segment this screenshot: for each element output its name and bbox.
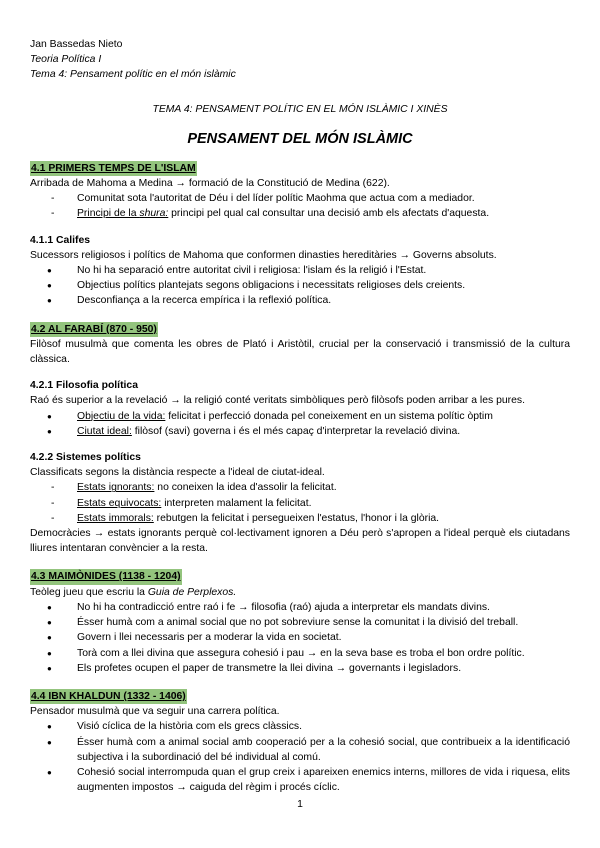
document-title: PENSAMENT DEL MÓN ISLÀMIC xyxy=(187,130,413,147)
document-subtitle: TEMA 4: PENSAMENT POLÍTIC EN EL MÓN ISLÀMIC I XINÈS xyxy=(152,103,448,115)
list-item: ● Objectius polítics plantejats segons obligacions i necessitats religioses dels creients. xyxy=(30,278,570,293)
dash-list xyxy=(30,191,570,221)
term-label: Principi de la shura: xyxy=(77,208,169,220)
section-4-4 xyxy=(30,689,570,795)
topic-name: Tema 4: Pensament polític en el món islàmic xyxy=(30,69,236,81)
list-item: ● Torà com a llei divina que assegura cohesió i pau → en la seva base es troba el bon ordre polític. xyxy=(30,646,570,661)
subsection-intro: Sucessors religiosos i polítics de Mahoma que conformen dinasties hereditàries → Governs absoluts. xyxy=(30,249,497,261)
section-4-1 xyxy=(30,161,570,222)
list-item: - Estats equivocats: interpreten malament la felicitat. xyxy=(30,496,570,511)
section-intro: Teòleg jueu que escriu la Guia de Perplexos. xyxy=(30,586,237,598)
section-heading: 4.4 IBN KHALDUN (1332 - 1406) xyxy=(30,689,187,704)
bullet-list xyxy=(30,409,570,439)
bullet-list xyxy=(30,600,570,676)
list-item: ● Visió cíclica de la història com els grecs clàssics. xyxy=(30,719,570,734)
section-heading: 4.2 AL FARABÍ (870 - 950) xyxy=(30,322,158,337)
subsection-outro: Democràcies → estats ignorants perquè col·lectivament ignoren a Déu però s'apropen a l'ideal perquè els ciutadans lliures intentaran convèncier a la resta. xyxy=(30,528,570,555)
bullet-list xyxy=(30,263,570,309)
section-intro: Pensador musulmà que va seguir una carrera política. xyxy=(30,706,280,718)
list-item: ● Ciutat ideal: filòsof (savi) governa i és el més capaç d'interpretar la revelació divina. xyxy=(30,424,570,439)
list-item: - Estats ignorants: no coneixen la idea d'assolir la felicitat. xyxy=(30,480,570,495)
subsection-intro: Classificats segons la distància respecte a l'ideal de ciutat-ideal. xyxy=(30,467,325,479)
subsection-heading-4-2-2: 4.2.2 Sistemes polítics xyxy=(30,452,141,464)
section-heading: 4.1 PRIMERS TEMPS DE L'ISLAM xyxy=(30,161,197,176)
section-4-2 xyxy=(30,322,570,368)
section-intro: Filòsof musulmà que comenta les obres de Plató i Aristòtil, crucial per la conservació i transmissió de la cultura clàssica. xyxy=(30,338,570,366)
author-name: Jan Bassedas Nieto xyxy=(30,39,123,50)
list-item: ● Cohesió social interrompuda quan el grup creix i apareixen enemics interns, millores de vida i riquesa, elits augmenten impostos → caiguda del règim i procés cíclic. xyxy=(30,765,570,795)
page-number: 1 xyxy=(297,799,303,810)
list-item: ● Govern i llei necessaris per a moderar la vida en societat. xyxy=(30,630,570,645)
list-item: ● Els profetes ocupen el paper de transmetre la llei divina → governants i legisladors. xyxy=(30,661,570,676)
list-item: ● Ésser humà com a animal social amb cooperació per a la cohesió social, que contribueix a la identificació subjectiva i la subordinació del bé individual al comú. xyxy=(30,735,570,765)
list-item: ● Objectiu de la vida: felicitat i perfecció donada pel coneixement en un sistema polític òptim xyxy=(30,409,570,424)
dash-list xyxy=(30,480,570,526)
list-item: ● No hi ha contradicció entre raó i fe → filosofia (raó) ajuda a interpretar els mandats divins. xyxy=(30,600,570,615)
course-name: Teoria Política I xyxy=(30,54,102,66)
list-item: ● Desconfiança a la recerca empírica i la reflexió política. xyxy=(30,293,570,308)
subsection-heading-4-2-1: 4.2.1 Filosofia política xyxy=(30,380,138,392)
section-intro: Arribada de Mahoma a Medina → formació de la Constitució de Medina (622). xyxy=(30,178,390,190)
subsection-intro: Raó és superior a la revelació → la religió conté veritats simbòliques però filòsofs poden arribar a les pures. xyxy=(30,395,525,407)
list-item: - Principi de la shura: principi pel qual cal consultar una decisió amb els afectats d'aquesta. xyxy=(30,206,570,221)
list-item: - Estats immorals: rebutgen la felicitat i persegueixen l'estatus, l'honor i la glòria. xyxy=(30,511,570,526)
bullet-list xyxy=(30,719,570,795)
list-item: ● No hi ha separació entre autoritat civil i religiosa: l'islam és la religió i l'Estat. xyxy=(30,263,570,278)
section-4-3 xyxy=(30,569,570,675)
list-item: ● Ésser humà com a animal social que no pot sobreviure sense la comunitat i la divisió del treball. xyxy=(30,615,570,630)
section-heading: 4.3 MAIMÒNIDES (1138 - 1204) xyxy=(30,569,182,584)
list-item: - Comunitat sota l'autoritat de Déu i del líder polític Maohma que actua com a mediador. xyxy=(30,191,570,206)
subsection-heading-4-1-1: 4.1.1 Califes xyxy=(30,234,91,246)
page-content xyxy=(30,37,570,795)
